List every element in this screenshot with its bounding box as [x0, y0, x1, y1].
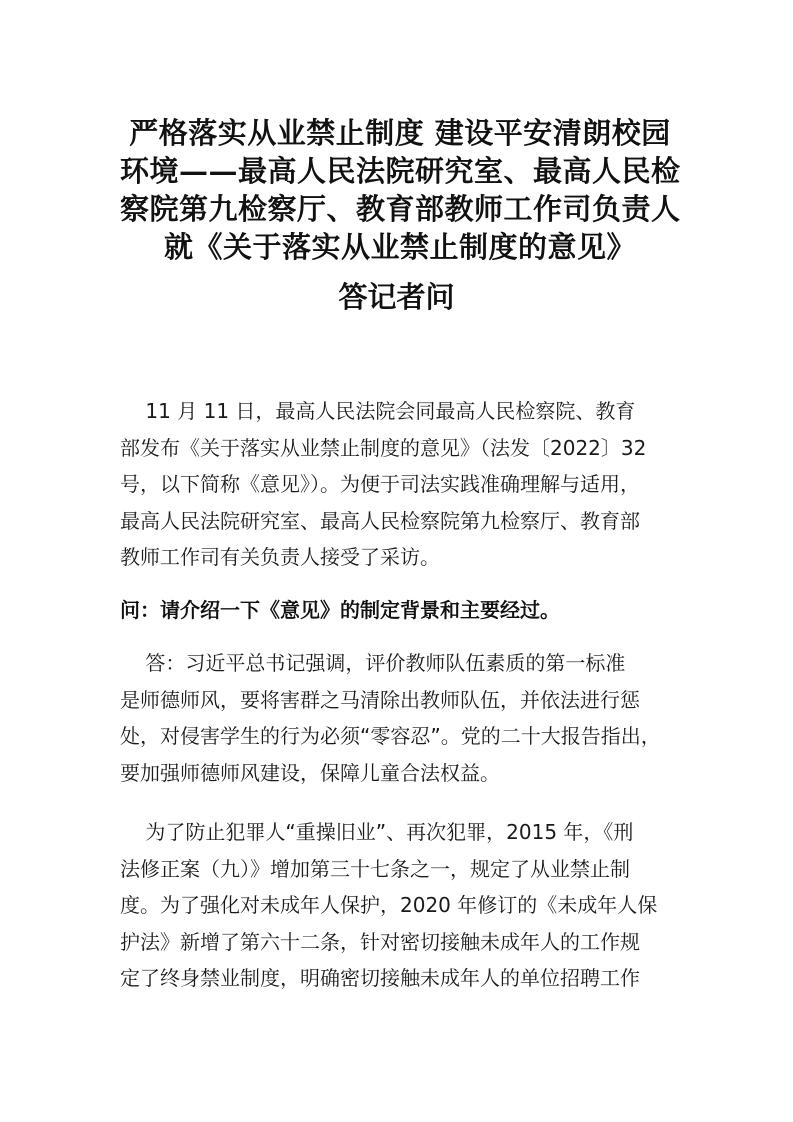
question-heading: 问：请介绍一下《意见》的制定背景和主要经过。	[120, 598, 560, 622]
title-line-2: 环境——最高人民法院研究室、最高人民检	[120, 154, 681, 188]
paragraph-line: 定了终身禁业制度，明确密切接触未成年人的单位招聘工作	[120, 966, 640, 990]
paragraph-line: 最高人民法院研究室、最高人民检察院第九检察厅、教育部	[120, 508, 640, 533]
paragraph-answer	[120, 645, 676, 791]
title-line-4: 就《关于落实从业禁止制度的意见》	[163, 230, 636, 264]
paragraph-line: 为了防止犯罪人“重操旧业”、再次犯罪，2015 年，《刑	[120, 820, 634, 844]
title-line-1: 严格落实从业禁止制度 建设平安清朗校园	[129, 116, 671, 150]
title-line-3: 察院第九检察厅、教育部教师工作司负责人	[120, 192, 681, 226]
document-subtitle: 答记者问	[338, 280, 455, 314]
document-title	[120, 114, 680, 266]
paragraph-line: 答：习近平总书记强调，评价教师队伍素质的第一标准	[120, 651, 626, 675]
paragraph-line: 是师德师风，要将害群之马清除出教师队伍，并依法进行惩	[120, 687, 640, 712]
paragraph-line: 号，以下简称《意见》）。为便于司法实践准确理解与适用，	[120, 472, 640, 496]
paragraph-line: 11 月 11 日，最高人民法院会同最高人民检察院、教育	[120, 399, 636, 423]
paragraph-line: 部发布《关于落实从业禁止制度的意见》（法发〔2022〕32	[120, 435, 647, 460]
paragraph-line: 度。为了强化对未成年人保护，2020 年修订的《未成年人保	[120, 893, 658, 917]
paragraph-intro	[120, 393, 676, 576]
paragraph-line: 护法》新增了第六十二条，针对密切接触未成年人的工作规	[120, 929, 640, 954]
paragraph-line: 要加强师德师风建设，保障儿童合法权益。	[120, 760, 500, 785]
paragraph-line: 处，对侵害学生的行为必须“零容忍”。党的二十大报告指出，	[120, 724, 661, 748]
paragraph-background	[120, 814, 676, 997]
paragraph-line: 法修正案（九）》增加第三十七条之一，规定了从业禁止制	[120, 856, 630, 881]
paragraph-line: 教师工作司有关负责人接受了采访。	[120, 545, 440, 569]
